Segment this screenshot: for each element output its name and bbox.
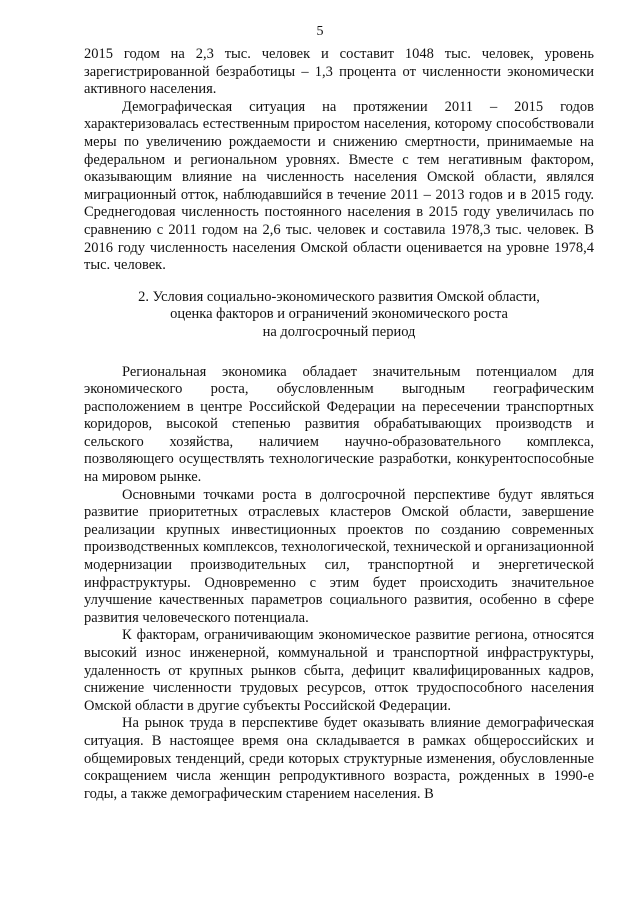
page-number: 5 [316, 24, 324, 39]
section-heading-line-3: на долгосрочный период [262, 323, 416, 340]
document-body [84, 46, 594, 803]
paragraph-growth-points: Основными точками роста в долгосрочной перспективе будут являться развитие приоритетных отраслевых кластеров Омской области, завершение реализации крупных инвестиционных проектов по созданию современных производственных комплексов, технологической, технической и организационной модернизации производительных сил, транспортной и энергетической инфраструктуры. Одновременно с этим будет происходить значительное улучшение качественных параметров социального развития, особенно в сфере развития человеческого потенциала. [84, 486, 594, 626]
paragraph-labor-market: На рынок труда в перспективе будет оказывать влияние демографическая ситуация. В настоящее время она складывается в рамках общероссийских и общемировых тенденций, среди которых структурные изменения, обусловленные сокращением числа женщин репродуктивного возраста, рожденных в 1990-е годы, а также демографическим старением населения. В [84, 715, 594, 802]
paragraph-demographics: Демографическая ситуация на протяжении 2011 – 2015 годов характеризовалась естественным приростом населения, которому способствовали меры по увеличению рождаемости и снижению смертности, принимаемые на федеральном и региональном уровнях. Вместе с тем негативным фактором, оказывающим влияние на численность населения Омской области, являлся миграционный отток, наблюдавшийся в течение 2011 – 2013 годов и в 2015 году. Среднегодовая численность постоянного населения в 2015 году увеличилась по сравнению с 2011 годом на 2,6 тыс. человек и составила 1978,3 тыс. человек. В 2016 году численность населения Омской области оценивается на уровне 1978,4 тыс. человек. [84, 98, 594, 274]
paragraph-regional-economy: Региональная экономика обладает значительным потенциалом для экономического роста, обусловленным выгодным географическим расположением в центре Российской Федерации на пересечении транспортных коридоров, высокой степенью развития обрабатывающих производств и сельского хозяйства, наличием научно-образовательного комплекса, позволяющего осуществлять технологические разработки, конкурентоспособные на мировом рынке. [84, 363, 594, 486]
section-heading-line-2: оценка факторов и ограничений экономического роста [170, 306, 508, 323]
section-heading-line-1: 2. Условия социально-экономического развития Омской области, [138, 288, 540, 305]
section-heading [84, 289, 594, 342]
paragraph-continuation: 2015 годом на 2,3 тыс. человек и составит 1048 тыс. человек, уровень зарегистрированной безработицы – 1,3 процента от численности экономически активного населения. [84, 46, 594, 98]
paragraph-limiting-factors: К факторам, ограничивающим экономическое развитие региона, относятся высокий износ инженерной, коммунальной и транспортной инфраструктуры, удаленность от крупных рынков сбыта, дефицит квалифицированных кадров, снижение численности трудовых ресурсов, отток трудоспособного населения Омской области в другие субъекты Российской Федерации. [84, 627, 594, 714]
